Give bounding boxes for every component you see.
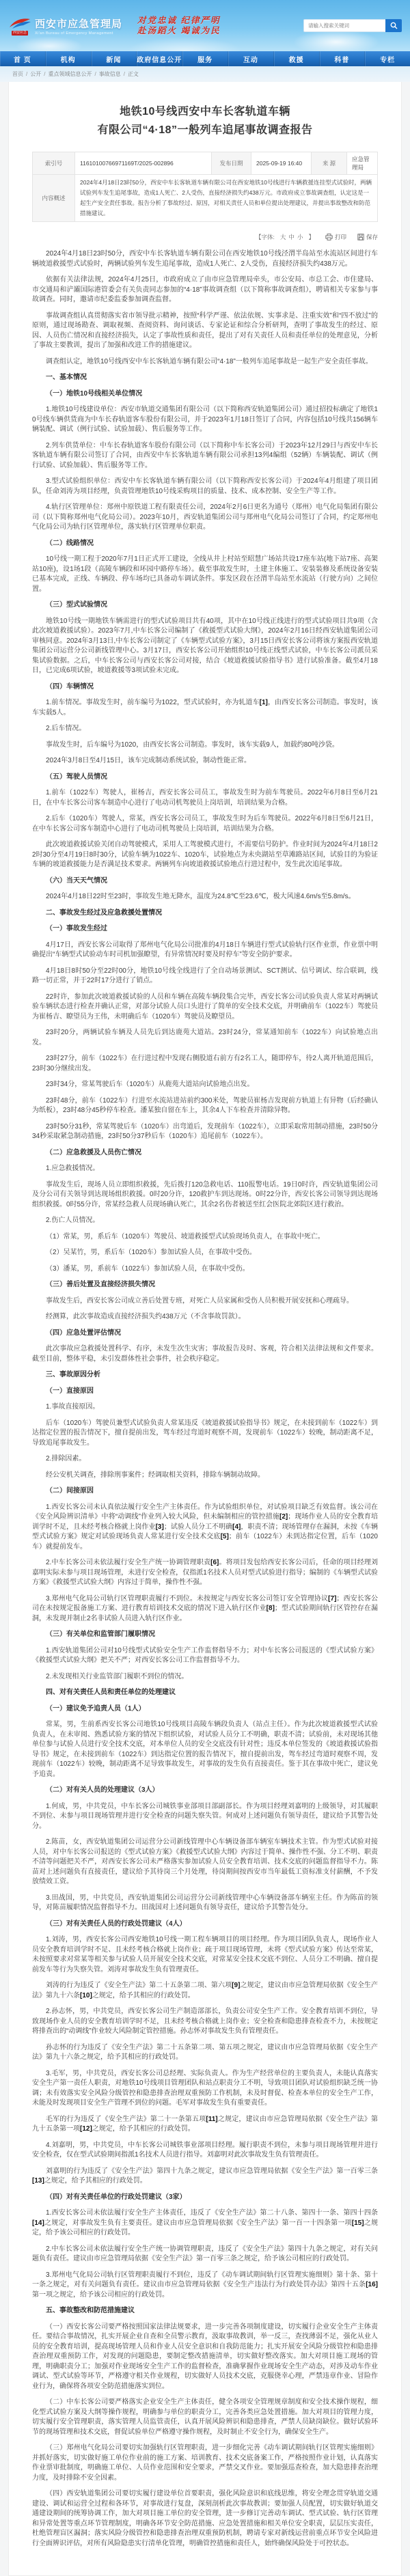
breadcrumb-item-1[interactable]: 公开 (30, 71, 42, 77)
article-heading: 三、事故原因分析 (46, 1371, 100, 1379)
font-size-option-0[interactable]: 大 (279, 234, 286, 240)
article-heading: 一、基本情况 (46, 374, 87, 381)
article-paragraph: 调查组认定，地铁10号线西安中车长客轨道车辆有限公司“4·18”一般列车追尾事故是一起生产安全责任事故。 (46, 357, 372, 365)
article-heading: （四）应急处置评估情况 (46, 1329, 121, 1337)
article-paragraph: 事故调查组认真贯彻落实省市领导批示精神，按照“科学严谨、依法依规、实事求是、注重实效”和“四不放过”的原则，通过现场勘查、调取视频、查阅资料、询问谈话、专家论证和综合分析研判，查明了事故发生的经过、原因、人员伤亡情况和直接经济损失，认定了事故性质和责任，提出了对有关责任人员和责任单位的处理意见，分析了事故主要教训，提出了加强和改进工作的措施建议。 (32, 311, 378, 349)
article-paragraph: 3.郑州电气化局公司轨行区管理职责履行不到位。未按规定与西安长客公司签订安全管理协议[7]；西安长客公司在未按规定报备施工方案、进行教育培训技术交底的情况下进入轨行区作业[8]；型式试验期间轨行区管控存在漏洞，未发现并制止2名非试验人员进入轨行区作业。 (32, 1594, 379, 1622)
nav-item-1[interactable]: 机构 (46, 51, 92, 66)
article-paragraph: 依据有关法律法规，2024年4月25日，市政府成立了由市应急管理局牵头，市公安局、市总工会、市住建局、市交通局和浐灞国际港管委会有关负责同志参加的“4·18”事故调查组（以下简称事故调查组），聘请相关专家参与事故调查。同时，邀请市纪委监委参加调查监督。 (32, 276, 378, 303)
breadcrumb-separator: / (44, 71, 46, 77)
article-heading: 五、事故整改和防范措施建议 (46, 2307, 135, 2314)
content-card (8, 82, 402, 2576)
meta-index-value: 11610100766971169T/2025-002896 (75, 152, 212, 175)
article-paragraph: 10号线一期工程于2020年7月1日正式开工建设，全线从井上村站至昭慧广场站共设17座车站(地下站7座、高架站10座)，设1场1段（高陵车辆段和环园中路停车场）。截至事故发生时，土建主体施工、安装装修及系统设备安装已基本完成，正线、车辆段、停车场均已具备动车调试条件。事发区段在泾渭半岛站至水流站（行驶方向）之间位置。 (32, 555, 378, 593)
article-heading: （一）地铁10号线相关单位情况 (46, 389, 143, 398)
main-nav (0, 51, 410, 66)
document-meta-table (32, 152, 378, 222)
article-heading: （二）对有关人员的处理建议（3人） (46, 1786, 159, 1794)
article-paragraph: 4.轨行区管理单位：郑州中原铁道工程有限责任公司，2024年2月6日更名为通号（郑州）电气化局集团有限公司（以下简称郑州电气化局公司）。2023年10月，西安轨道集团公司与郑州电气化局公司签订了合同，约定郑州电气化局公司为轨行区管理单位，落实轨行区管理单位职责。 (32, 503, 378, 531)
article-paragraph: 2.后车（1020车）驾驶人，常某，西安长客公司员工，事故发生时为后车驾驶员。2022年6月8日至6月21日，在中车长客公司客车制造中心进行了电动司机驾驶员上岗培训，培训结果为合格。 (32, 815, 378, 833)
article-heading: （三）善后处置及直接经济损失情况 (46, 1281, 155, 1288)
nav-item-0[interactable]: 首 页 (0, 51, 46, 66)
article-paragraph: 23时20分，两辆试验车辆及人员先后到达鹿苑大道站。23时24分，常某通知前车（1022车）向试验地点出发。 (32, 1029, 378, 1047)
breadcrumb-separator: / (123, 71, 125, 77)
breadcrumb-separator: / (26, 71, 28, 77)
search-icon (390, 22, 398, 29)
article-paragraph: 1.前车（1022车）驾驶人，崔杨吉，西安长客公司员工，事故发生时为前车驾驶员。2022年6月8日至6月21日，在中车长客公司客车制造中心进行了电动司机驾驶员上岗培训，培训结果为合格。 (32, 789, 378, 807)
article-paragraph: 2.中车长客公司未依法履行安全生产统一协调管理职责[6]。将项目发包给西安长客公司后，任命的项目经理刘嘉明实际未参与项目现场管理，未进行安全检查，仅指派1名技术人员对型式试验进行指导；编制的《车辆型式试验方案》《救援型式试验大纲》内容过于简单，操作性不强。 (32, 1559, 378, 1586)
article-paragraph: 3.田战国，男，中共党员，西安轨道集团公司运营分公司新线管理中心车辆设备部车辆室主任。作为陈苗的领导，对陈苗履职情况监督指导不力。田战国对上述问题负有领导责任，建议给予其警告处分。 (32, 1894, 378, 1911)
font-size-label-open: 【字体: (256, 234, 275, 240)
breadcrumb-item-0[interactable]: 首页 (12, 71, 23, 77)
font-size-option-1[interactable]: 中 (288, 234, 295, 240)
nav-item-5[interactable]: 互动 (228, 51, 274, 66)
article-paragraph: 2024年3月8日至4月15日，该车完成制动系统试验，制动性能正常。 (46, 757, 251, 764)
article-paragraph: 1.何成，男，中共党员，中车长客公司城铁事业部项目部副部长。作为项目经理刘嘉明的上级领导，对其履职不到位、未参与项目现场管理并进行安全检查的问题失察失管。何成对上述问题负有领导责任，建议给予其警告处分。 (32, 1802, 378, 1830)
breadcrumb-separator: / (94, 71, 96, 77)
article-heading: （四）对有关责任单位的行政处罚建议（3家） (46, 2193, 187, 2201)
article-heading: 四、对有关责任人员和责任单位的处理建议 (46, 1689, 176, 1696)
article-paragraph: 3.郑州电气化局公司轨行区管理职责履行不到位，违反了《动车调试期间轨行区管理实施细则》第十条、第十一条之规定，对有关问题负有责任。建议由市应急管理局依据《安全生产违法行为行政处罚办法》第四十五条[16]第一项之规定，给予该公司相应的行政处罚。 (32, 2271, 378, 2299)
article-paragraph: 4.刘嘉明，男，中共党员，中车长客公司城铁事业部项目经理。履行职责不到位，未参与项目现场管理并进行安全检查，仅在型式试验期间指派1名技术人员进行指导。刘嘉明对此次事故发生负有管理责任。 (32, 2141, 378, 2159)
article-paragraph: 此次事故应急救援处置科学、有序，未发生次生灾害；事故报告及时、客观，符合相关法律法规和文件要求。截至目前，整体平稳，未引发群体性社会事件，社会秩序稳定。 (32, 1345, 378, 1363)
article-heading: 二、事故发生经过及应急救援处置情况 (46, 909, 162, 917)
article-paragraph: 23时27分，前车（1022车）在行进过程中发现右侧股道右前方有2名工人，随即停车，待2人离开轨道范围后，23时30分继续出发。 (32, 1055, 378, 1072)
meta-summary-label: 内容概述 (33, 175, 75, 222)
article-heading: （六）当天天气情况 (46, 876, 107, 885)
article-paragraph: 此次坡道救援试验关闭自动驾驶模式，采用人工驾驶模式进行，不需要信号防护。作业时间为2024年4月18日22时30分至4月19日8时30分，试验车辆为1022车、1020车，试验地点为未央湖站至草滩路站区间，试验目的为验证车辆的坡道救援能力是否满足技术要求。两辆列车向坡道救援试验地点行进过程中，发生此次追尾事故。 (32, 841, 378, 868)
article-toolbar (32, 233, 378, 241)
site-search (303, 19, 402, 32)
article-paragraph: 地铁10号线一期地铁车辆需进行的型式试验项目共有40项，其中在10号线正线进行的型式试验项目共9项（含此次坡道救援试验）。2023年7月,中车长客公司编制了《救援型式试验大纲》，2024年2月16日经西安轨道集团公司审核同意。2024年3月13日,中车长客公司制定了《车辆型式试验方案》，3月15日西安长客公司将该方案报西安轨道集团公司运营分公司新线管理中心。3月17日，西安长客公司开始组织10号线正线型式试验，中车长客公司派员采集试验数据。之后，中车长客公司与西安长客公司对接，结合《坡道救援试验指导书》进行试验准备。截至4月18日，已完成6项试验，坡道救援等3项试验未完成。 (32, 617, 378, 674)
save-label: 保存 (366, 234, 378, 240)
meta-index-label: 索引号 (33, 152, 75, 175)
article-heading: （三）型式试验情况 (46, 601, 107, 609)
meta-date-value: 2025-09-19 16:40 (251, 152, 312, 175)
save-icon (357, 234, 364, 240)
site-slogan (137, 16, 220, 36)
logo-badge: 西安应急 (12, 30, 27, 35)
nav-item-3[interactable]: 政府信息公开 (137, 51, 182, 66)
article-paragraph: 经测算，此次事故造成直接经济损失约438万元（不含事故罚款）。 (46, 1313, 245, 1320)
article-paragraph: 2024年4月18日23时50分，西安中车长客轨道车辆有限公司在西安地铁10号线泾渭半岛站至水流站区间进行车辆坡道救援型式试验时，两辆试验列车发生追尾事故，造成1人死亡、2人受伤，直接经济损失约438万元。 (32, 250, 378, 268)
printer-icon (325, 234, 333, 240)
article-heading: （二）线路情况 (46, 539, 94, 547)
article-paragraph: 3.型式试验组织单位：西安中车长客轨道车辆有限公司（以下简称西安长客公司）于2024年4月组建了项目团队，任命刘涛为项目经理，负责管理地铁10号线采购项目的质量、技术、成本控制、安全生产等工作。 (32, 477, 378, 495)
article-paragraph: 事故发生后，现场人员立即组织救援，先后拨打120急救电话、110报警电话。19日0时许，西安轨道集团公司及分公司有关领导到达现场组织救援。0时20分许，120救护车到达现场。0时22分许，西安长客公司领导到达现场组织救援。0时55分许，常某经急救人员现场确认死亡，其余2名伤者被送至红会医院北郊院区进行救治。 (32, 1180, 378, 1208)
article-paragraph: （2）吴某竹，男，系后车（1020车）参加试验人员，在事故中受伤。 (46, 1249, 256, 1256)
article-paragraph: 1.西安长客公司未依法履行安全生产主体责任，违反了《安全生产法》第二十八条、第四十一条、第四十四条[14]之规定，对事故发生负有主要责任。建议由市应急管理局依据《安全生产法》第一百一十四条第一项[15]之规定，给予该公司相应的行政处罚。 (32, 2209, 379, 2236)
article-heading: （一）建议免予追责人员（1人） (46, 1704, 146, 1713)
site-name: 西安市应急管理局 (35, 18, 123, 30)
article-paragraph: （三）郑州电气化局公司要切实加强轨行区管理职责，进一步细化完善《动车调试期间轨行区管理实施细则》并抓好落实，切实做好施工单位作业前的施工方案、培训教育、技术交底备案工作，严格按照作业计划，认真落实作业票审批制度，明确施工单位、人员作业范围和安全要求，严禁交叉作业。要加强巡查检查，加大隐患排查治理力度，及时排除不安全因素。 (32, 2444, 378, 2482)
article-paragraph: 事故发生后，西安长客公司成立善后处置专班，对死亡人员家属和受伤人员积极开展安抚和心理疏导。 (46, 1297, 353, 1305)
site-name-en: Xi'an Bureau of Emergency Management (35, 31, 113, 36)
article-paragraph: 4月18日8时50分至22时00分，地铁10号线全线进行了全自动场景测试、SCT测试、信号调试、综合联调，线路一切正常，并于22时17分进行了销点。 (32, 967, 378, 984)
article-paragraph: 1.刘涛，男，西安长客公司西安地铁10号线一期工程车辆项目的项目经理。作为项目团队负责人，现场作业人员安全教育培训学时不足、且未经考核合格就上岗作业；疏于项目现场管理，未将《型式试验方案》传达至常某，未按照要求对常某等相关参与试验人员开展安全技术交底，对常某安全技术交底不到位、人员分工不明确、擅自提前发车等行为失察失管。刘涛对事故发生负有管理责任。 (32, 1936, 378, 1973)
article-paragraph: 2.后车情况。 (46, 725, 86, 732)
article-paragraph: 孙志怀的行为违反了《安全生产法》第二十五条第二项、第五项之规定，建议由市应急管理局依据《安全生产法》第九十六条之规定，给予其相应的行政处罚。 (32, 2043, 378, 2061)
nav-item-8[interactable]: 专栏 (365, 51, 410, 66)
article-paragraph: 1.西安长客公司未认真依法履行安全生产主体责任。作为试验组织单位，对试验项目缺乏有效监督。该公司在《安全风险辨识清单》中将“动调线”作业列入较大风险，但未编制相应的管控措施[2]；现场作业人员的安全教育培训学时不足，且未经考核合格就上岗作业[3]；试验人员分工不明确[4]，职责不清；现场管理存在漏洞，未按《车辆型式试验方案》规定对试验现场负责人常某进行安全技术交底[5]；前车（1022车）未到达指定位置，后车（1020车）就提前发车。 (32, 1503, 379, 1551)
article-heading: （一）事故发生经过 (46, 925, 107, 932)
article-paragraph: 常某，男，生前系西安长客公司地铁10号线项目高陵车辆段负责人（站点主任）。作为此次坡道救援型式试验负责人，在未审阅、熟悉试验方案的情况下组织试验，对试验人员分工不明确，职责不清；试验前，未对现场其他单位参与试验人员进行安全技术交底，对本单位人员的安全交底没有针对性；违反本单位签发的《坡道救援试验指导书》规定，在未接到前车（1022车）到达指定位置的报告情况下，擅自提前出发，驾车经过弯道时观察不周，发现前车（1022车）较晚，制动距离不足导致事故发生，对事故的发生负有直接责任。鉴于其在事故中死亡，建议免予追责。 (32, 1721, 378, 1778)
print-label: 打印 (334, 234, 346, 240)
article-heading: （五）驾驶人员情况 (46, 773, 107, 781)
article-paragraph: 22时许，参加此次坡道救援试验的人员和车辆在高陵车辆段集合完毕，西安长客公司试验负责人常某对两辆试验车辆状态进行检查并确认正常，对部分试验人员口头进行了简单的安全技术交底，并明确前车（1022车）驾驶员为崔杨吉、瞭望员为王伟，未明确后车（1020车）驾驶员及瞭望员。 (32, 993, 378, 1021)
article-paragraph: 后车（1020车）驾驶员兼型式试验负责人常某违反《坡道救援试验指导书》规定，在未接到前车（1022车）到达指定位置的报告情况下，擅自提前出发，驾车经过弯道时观察不周，发现前车（1022车）较晚，制动距离不足，导致追尾事故发生。 (32, 1419, 378, 1447)
meta-date-label: 发布日期 (212, 152, 251, 175)
page-title-line-2: 有限公司“4·18”一般列车追尾事故调查报告 (97, 124, 313, 136)
print-button[interactable] (325, 233, 346, 241)
article-paragraph: 2.列车供货单位：中车长春轨道客车股份有限公司（以下简称中车长客公司）于2023年12月29日与西安中车长客轨道车辆有限公司签订了合同，由西安中车长客轨道车辆有限公司承担13列4编组（52辆）车辆装配、调试（例行试验、试验加载）、售后服务等工作。 (32, 441, 378, 469)
site-header (0, 0, 410, 51)
article-paragraph: 23时48分，前车（1022车）行进至水流站进站前约300米处，驾驶员崔杨吉发现前方轨道上有异物（后经确认为纸板），23时48分45秒停车检查。潘某独自留在车上，其余4人下车检查并清除异物。 (32, 1096, 378, 1114)
article-paragraph: 刘嘉明的行为违反了《安全生产法》第四十九条之规定，建议市应急管理局依据《安全生产法》第一百零三条[13]之规定，给予其相应的行政处罚。 (32, 2167, 378, 2185)
article-body (32, 249, 378, 2549)
slogan-line-2: 赴汤蹈火 竭诚为民 (137, 25, 221, 36)
article-paragraph: 2.伤亡人员情况。 (46, 1217, 100, 1224)
save-button[interactable] (357, 233, 378, 241)
article-paragraph: 2024年4月18日22时至23时，事故发生地无降水，温度为24.8℃至23.6℃，极大风速4.6m/s至5.8m/s。 (46, 893, 355, 900)
article-paragraph: 2.未发现相关行业监管部门履职不到位的情况。 (46, 1672, 189, 1680)
font-size-option-2[interactable]: 小 (297, 234, 303, 240)
article-paragraph: 2.中车长客公司未依法履行安全生产统一协调管理职责，违反了《安全生产法》第四十九条之规定，对有关问题负有责任。建议由市应急管理局依据《安全生产法》第一百零三条之规定，给予该公司相应的行政处罚。 (32, 2245, 378, 2262)
article-heading: （三）有关单位和监管部门履职情况 (46, 1631, 155, 1638)
meta-source-value: 应急管理局 (347, 152, 378, 175)
article-paragraph: 1.前车情况。事故发生时，前车编号为1022，型式试验时，亦为轧道车[1]，由西安长客公司制造。事发时，该车实载5人。 (32, 699, 378, 717)
logo-swoosh-icon (8, 16, 31, 36)
article-paragraph: 经公安机关调查，排除刑事案件；经调取相关资料，排除车辆制动故障。 (46, 1471, 264, 1479)
article-heading: （二）应急救援及人员伤亡情况 (46, 1148, 141, 1157)
breadcrumb (0, 66, 410, 82)
meta-summary-value: 2024年4月18日23时50分，西安中车长客轨道车辆有限公司在西安地铁10号线进行车辆救援连挂型式试验时，两辆试验列车发生追尾事故，造成1人死亡、2人受伤，直接经济损失约438万元。市政府成立事故调查组，认定这是一起生产安全责任事故。报告分析了事故经过、原因，对相关责任人员和单位提出处理建议，并提出事故整改和防范措施建议。 (75, 175, 378, 222)
article-paragraph: （二）中车长客公司要严格落实企业安全生产主体责任，健全各项安全管理规章制度和安全技术操作规程，细化型式试验方案及大纲等操作规程，明确参与单位的职责分工，完善各类应急处置措施。加大对项目的管理力度，切实履行安全管理职责，落实管理人员监管责任，认真开展风险辨识和隐患排查，严禁人员缺岗缺位。做好试验环节的现场管理和技术交底，督促试验单位严格遵守操作规程，及时制止不安全行为，确保安全生产。 (32, 2398, 378, 2436)
site-logo[interactable] (8, 16, 122, 36)
article-paragraph: 毛军的行为违反了《安全生产法》第二十一条第五项[11]之规定，建议由市应急管理局依据《安全生产法》第九十五条第一项[12]之规定，给予其相应的行政处罚。 (32, 2115, 379, 2133)
breadcrumb-item-2[interactable]: 重点领域信息公开 (48, 71, 92, 77)
article-paragraph: 3.毛军，男，中共党员，西安长客公司总经理、实际负责人。作为生产经营单位的主要负责人，未能认真落实安全生产第一责任人职责，对地铁10号线项目管理团队和站点职责分工不明，导致项目团队对试验组织缺乏统一协调；未有效落实安全风险分级管控和隐患排查治理双重预防工作机制，未及时督促、检查本单位的安全生产工作，未能及时发现项目安全生产管理不到位的问题。毛军对事故发生负有重要责任。 (32, 2069, 378, 2107)
article-paragraph: 1.西安轨道集团公司对10号线型式试验安全生产工作监督指导不力；对中车长客公司报送的《型式试验方案》《救援型式试验大纲》把关不严；对西安长客公司工作监督指导不力。 (32, 1646, 378, 1664)
slogan-line-1: 对党忠诚 纪律严明 (137, 15, 221, 25)
article-paragraph: 事故发生时，后车编号为1020，由西安长客公司制造。事发时，该车实载9人，加载约80吨沙袋。 (46, 740, 339, 749)
article-heading: （四）车辆情况 (46, 682, 94, 691)
article-paragraph: 23时34分，常某驾驶后车（1020车）从鹿苑大道站向试验地点出发。 (46, 1081, 254, 1088)
article-paragraph: 刘涛的行为违反了《安全生产法》第二十五条第二项、第六项[9]之规定，建议由市应急管理局依据《安全生产法》第九十六条[10]之规定，给予其相应的行政处罚。 (32, 1982, 379, 1999)
font-size-label-close: 】 (308, 234, 314, 240)
article-heading: （三）对有关责任人员的行政处罚建议（4人） (46, 1920, 187, 1928)
article-paragraph: 4月17日，西安长客公司取得了郑州电气化局公司批准的4月18日车辆进行型式试验轨行区作业票，作业票中明确提出“车辆型式试验动车时司机加强瞭望，有异常情况时要及时停车”等安全防护要求。 (32, 941, 378, 958)
article-paragraph: 2.陈苗，女，西安轨道集团公司运营分公司新线管理中心车辆设备部车辆室车辆技术主管。作为型式试验对接人员，对中车长客公司报送的《型式试验方案》《救援型式试验大纲》内容过于简单、操作性不强、分工不明、职责不清等问题把关不严，对西安长客公司未严格落实参加试验人员安全教育培训、技术交底的问题监督指导不力。陈苗对上述问题负有直接责任，建议给予其待岗三个月处理，待岗期间按西安市当年最低工资标准支付薪酬，不予发放绩效工资。 (32, 1838, 378, 1885)
nav-item-4[interactable]: 服务 (182, 51, 228, 66)
article-paragraph: （四）西安轨道集团公司要切实履行建设单位首要职责，强化风险意识和底线思维，将安全理念贯穿轨道交通建设、调试和运营全过程和各环节，对事故进行复盘，深刻剖析此次事故教训；要加强人员配置，切实做好轨道交通建设期间的统筹协调工作，加大对项目施工单位的安全管理，进一步修订完善动车调试、型式试验、轨行区管理和异常处置等重点环节管理制度，明确各环节安全防范措施、应急处置措施和相关单位安全职责，层层压实责任，杜绝管理盲区漏洞；落实风险分级管控和隐患排查治理双重预防机制，聘请专家对新线运营前重点环节安全风险进行全面辨识评估，对所有风险隐患实行清单化管理，明确管控措施和责任人，始终确保风险处于可控状态。 (32, 2490, 378, 2547)
article-paragraph: 2.孙志怀，男，中共党员，西安长客公司生产制造部部长，负责公司安全生产工作。安全教育培训不到位，导致现场作业人员的安全教育培训学时不足，且未经考核合格就上岗作业；安全检查和隐患排查检查不力，未按规定将排查出的“动调线”作业较大风险制定管控措施。孙志怀对事故发生负有管理责任。 (32, 2008, 378, 2035)
article-paragraph: 1.应急救援情况。 (46, 1165, 100, 1172)
article-paragraph: （一）西安长客公司要严格按照国家法律法规要求，进一步完善各项制度建设，切实履行企业安全生产主体责任。要结合事故情况，扎实开展企业自查和全员警示教育，汲取事故教训，举一反三，查找薄弱不足，强化从业人员的安全教育培训，提高现场管理人员和作业人员安全意识和自我防范能力；扎实开展安全风险分级管控和隐患排查治理双重预防工作，对发现的问题隐患，要制定整改措施清单，切实做好整改落实。加大对项目施工现场的管理，明确职责分工；加强对作业现场安全生产工作的监督检查，准确掌握作业现场安全生产动态，对涉及动车作业调试、型式试验等环节，严格遵守相关作业规程，切实做好人员技术交底，克服侥幸心理，严禁违章作业、冒险作业行为，确保将各项安全防范措施落实到位。 (32, 2323, 378, 2390)
article-paragraph: （1）常某，男，系后车（1020车）驾驶员、坡道救援型式试验现场负责人，在事故中死亡。 (46, 1232, 325, 1241)
breadcrumb-item-4: 正文 (127, 71, 139, 77)
search-button[interactable] (385, 19, 402, 32)
breadcrumb-item-3[interactable]: 事故信息 (98, 71, 121, 77)
nav-item-7[interactable]: 科普 (320, 51, 366, 66)
article-paragraph: 2.排除因素。 (46, 1455, 86, 1463)
page-title (32, 102, 378, 139)
meta-source-label: 来 源 (312, 152, 347, 175)
page-title-line-1: 地铁10号线西安中车长客轨道车辆 (120, 106, 290, 117)
article-paragraph: 1.事故直接原因。 (46, 1403, 100, 1411)
article-paragraph: 1.地铁10号线建设单位：西安市轨道交通集团有限公司（以下简称西安轨道集团公司）通过招投标确定了地铁10号线车辆供货商为中车长春轨道客车股份有限公司，并于2023年1月18日签订了合同，内容包括10号线共156辆车辆装配、调试（例行试验、试验加载）、售后服务等工作。 (32, 406, 378, 433)
search-input[interactable] (303, 19, 385, 32)
article-heading: （一）直接原因 (46, 1387, 94, 1395)
article-heading: （二）间接原因 (46, 1487, 94, 1495)
nav-item-2[interactable]: 新闻 (92, 51, 137, 66)
nav-item-6[interactable]: 救援 (274, 51, 320, 66)
article-paragraph: 23时50分31秒，常某驾驶后车（1020车）出弯道后，发现前车（1022车），立即采取常用制动措施，23时50分34秒采取紧急制动措施，23时50分37秒后车（1020车）追尾前车（1022车）。 (32, 1122, 378, 1140)
article-paragraph: （3）潘某，男，系前车（1022车）参加试验人员，在事故中受伤。 (46, 1264, 249, 1273)
